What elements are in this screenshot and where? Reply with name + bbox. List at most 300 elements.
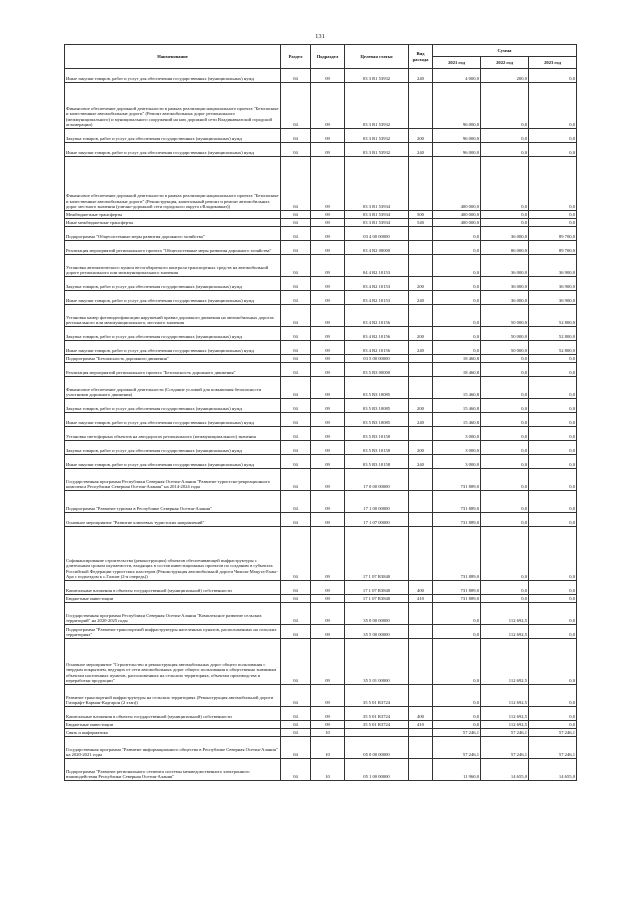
cell-subsection: 09 xyxy=(311,441,345,455)
cell-subsection: 09 xyxy=(311,469,345,491)
cell-name: Подпрограмма "Развитие транспортной инфраструктуры населенных пунктов, расположенных на сельских территориях" xyxy=(65,625,281,639)
cell-2023: 0,0 xyxy=(529,581,577,595)
cell-vid xyxy=(409,305,433,327)
cell-name: Государственная программа Республики Северная Осетия-Алания "Комплексное развитие сельских территорий" на 2020-2025 годы xyxy=(65,603,281,625)
table-row xyxy=(65,595,577,603)
cell-name: Развитие транспортной инфраструктуры на сельских территориях (Реконструкция автомобильной дороги Гизарафт-Карман-Кадгарон (2 этап)) xyxy=(65,685,281,707)
cell-target xyxy=(345,729,409,737)
cell-section: 04 xyxy=(281,639,311,685)
cell-subsection: 09 xyxy=(311,455,345,469)
table-row xyxy=(65,255,577,277)
cell-2023: 52 800,0 xyxy=(529,327,577,341)
table-row xyxy=(65,639,577,685)
cell-section: 04 xyxy=(281,211,311,219)
cell-vid xyxy=(409,685,433,707)
cell-name: Бюджетные инвестиции xyxy=(65,595,281,603)
cell-vid xyxy=(409,639,433,685)
cell-section: 04 xyxy=(281,83,311,129)
table-row xyxy=(65,441,577,455)
table-row xyxy=(65,685,577,707)
cell-subsection: 09 xyxy=(311,427,345,441)
cell-subsection: 09 xyxy=(311,291,345,305)
cell-name: Установка светофорных объектов на автодорогах регионального (межмуниципального) значения xyxy=(65,427,281,441)
cell-2021: 400 000,0 xyxy=(433,157,481,211)
cell-name: Капитальные вложения в объекты государственной (муниципальной) собственности xyxy=(65,707,281,721)
cell-2021: 0,0 xyxy=(433,721,481,729)
cell-target: 03 3 R1 53934 xyxy=(345,219,409,227)
cell-2021: 0,0 xyxy=(433,277,481,291)
cell-2021: 0,0 xyxy=(433,291,481,305)
header-subsection: Подраздел xyxy=(311,45,345,69)
cell-2022: 50 000,0 xyxy=(481,327,529,341)
cell-target: 17 1 07 R3840 xyxy=(345,581,409,595)
table-row xyxy=(65,413,577,427)
cell-section: 04 xyxy=(281,595,311,603)
cell-2021: 3 000,0 xyxy=(433,455,481,469)
cell-subsection: 09 xyxy=(311,581,345,595)
cell-target: 03 4 R2 10156 xyxy=(345,327,409,341)
cell-subsection: 09 xyxy=(311,327,345,341)
cell-vid: 200 xyxy=(409,441,433,455)
cell-subsection: 09 xyxy=(311,227,345,241)
cell-subsection: 09 xyxy=(311,129,345,143)
cell-target: 03 3 R1 53932 xyxy=(345,143,409,157)
cell-2022: 0,0 xyxy=(481,491,529,513)
table-row xyxy=(65,491,577,513)
table-row xyxy=(65,737,577,759)
cell-vid: 400 xyxy=(409,581,433,595)
cell-2023: 89 700,0 xyxy=(529,227,577,241)
table-row xyxy=(65,83,577,129)
cell-section: 04 xyxy=(281,355,311,363)
cell-vid xyxy=(409,469,433,491)
cell-2023: 0,0 xyxy=(529,527,577,581)
cell-2022: 200,0 xyxy=(481,69,529,83)
cell-target: 03 3 R1 53934 xyxy=(345,157,409,211)
cell-vid xyxy=(409,491,433,513)
table-row xyxy=(65,603,577,625)
cell-2023: 0,0 xyxy=(529,721,577,729)
cell-2022: 0,0 xyxy=(481,455,529,469)
cell-name: Бюджетные инвестиции xyxy=(65,721,281,729)
cell-2022: 0,0 xyxy=(481,363,529,377)
cell-2022: 0,0 xyxy=(481,157,529,211)
cell-section: 04 xyxy=(281,707,311,721)
cell-subsection: 09 xyxy=(311,721,345,729)
cell-name: Подпрограмма "Общесистемные меры развития дорожного хозяйства" xyxy=(65,227,281,241)
cell-2022: 36 000,0 xyxy=(481,291,529,305)
cell-vid: 240 xyxy=(409,143,433,157)
cell-2023: 0,0 xyxy=(529,399,577,413)
cell-subsection: 09 xyxy=(311,491,345,513)
cell-section: 04 xyxy=(281,399,311,413)
cell-target: 35 0 00 00000 xyxy=(345,603,409,625)
cell-target: 03 5 R3 10085 xyxy=(345,413,409,427)
cell-2023: 0,0 xyxy=(529,427,577,441)
cell-name: Закупка товаров, работ и услуг для обеспечения государственных (муниципальных) нужд xyxy=(65,441,281,455)
cell-section: 04 xyxy=(281,219,311,227)
cell-section: 04 xyxy=(281,625,311,639)
cell-2021: 15 460,8 xyxy=(433,399,481,413)
cell-2022: 112 692,5 xyxy=(481,685,529,707)
cell-2021: 57 246,1 xyxy=(433,729,481,737)
cell-2021: 731 889,0 xyxy=(433,581,481,595)
cell-subsection: 09 xyxy=(311,211,345,219)
table-row xyxy=(65,527,577,581)
cell-2023: 57 246,1 xyxy=(529,729,577,737)
cell-subsection: 09 xyxy=(311,363,345,377)
cell-2022: 0,0 xyxy=(481,355,529,363)
cell-2022: 112 692,5 xyxy=(481,639,529,685)
cell-target: 35 5 01 R3724 xyxy=(345,721,409,729)
cell-section: 04 xyxy=(281,455,311,469)
cell-name: Иные закупки товаров, работ и услуг для обеспечения государственных (муниципальных) нужд xyxy=(65,413,281,427)
table-row xyxy=(65,143,577,157)
cell-section: 04 xyxy=(281,685,311,707)
cell-2021: 0,0 xyxy=(433,685,481,707)
cell-section: 04 xyxy=(281,363,311,377)
table-row xyxy=(65,759,577,781)
cell-target: 03 3 R1 53932 xyxy=(345,129,409,143)
cell-name: Закупка товаров, работ и услуг для обеспечения государственных (муниципальных) нужд xyxy=(65,277,281,291)
cell-2022: 0,0 xyxy=(481,513,529,527)
cell-2022: 50 000,0 xyxy=(481,305,529,327)
cell-target: 17 0 00 00000 xyxy=(345,469,409,491)
cell-section: 04 xyxy=(281,69,311,83)
cell-section: 04 xyxy=(281,241,311,255)
cell-name: Закупка товаров, работ и услуг для обеспечения государственных (муниципальных) нужд xyxy=(65,129,281,143)
cell-name: Софинансирование строительства (реконструкции) объектов обеспечивающей инфраструктуры с длительным сроком окупаемости, входящих в состав инвестиционных проектов по созданию в субъектах Российской Федерации туристских кластеров (Реконструкция автомобильной дороги Чикола-Мацута-Ехаы-Ара с подъездом к с.Галиат (2-я очередь)) xyxy=(65,527,281,581)
cell-2021: 11 960,0 xyxy=(433,759,481,781)
cell-2022: 0,0 xyxy=(481,527,529,581)
cell-2021: 0,0 xyxy=(433,241,481,255)
table-row xyxy=(65,211,577,219)
cell-target: 05 0 00 00000 xyxy=(345,737,409,759)
cell-2022: 0,0 xyxy=(481,143,529,157)
cell-2023: 52 800,0 xyxy=(529,305,577,327)
cell-target: 03 5 R3 10085 xyxy=(345,377,409,399)
cell-target: 03 4 R2 10153 xyxy=(345,291,409,305)
cell-subsection: 09 xyxy=(311,639,345,685)
header-section: Раздел xyxy=(281,45,311,69)
cell-subsection: 09 xyxy=(311,277,345,291)
table-row xyxy=(65,129,577,143)
cell-subsection: 09 xyxy=(311,69,345,83)
cell-section: 04 xyxy=(281,513,311,527)
cell-2021: 0,0 xyxy=(433,625,481,639)
cell-target: 03 4 R2 10156 xyxy=(345,305,409,327)
cell-2022: 0,0 xyxy=(481,427,529,441)
cell-2022: 50 000,0 xyxy=(481,341,529,355)
cell-2021: 731 889,0 xyxy=(433,595,481,603)
cell-vid xyxy=(409,241,433,255)
header-target: Целевая статья xyxy=(345,45,409,69)
cell-2023: 0,0 xyxy=(529,441,577,455)
cell-2022: 0,0 xyxy=(481,595,529,603)
cell-2021: 18 460,8 xyxy=(433,363,481,377)
cell-target: 03 5 R3 10085 xyxy=(345,399,409,413)
cell-target: 35 5 00 00000 xyxy=(345,625,409,639)
cell-vid xyxy=(409,157,433,211)
cell-vid xyxy=(409,513,433,527)
table-row xyxy=(65,305,577,327)
cell-vid: 240 xyxy=(409,413,433,427)
cell-vid: 200 xyxy=(409,129,433,143)
cell-name: Межбюджетные трансферты xyxy=(65,211,281,219)
cell-name: Государственная программа "Развитие информационного общества в Республике Северная Осетия-Алания" на 2020-2021 годы xyxy=(65,737,281,759)
cell-2023: 57 246,1 xyxy=(529,737,577,759)
cell-2023: 36 900,0 xyxy=(529,255,577,277)
table-row xyxy=(65,513,577,527)
cell-2022: 112 692,5 xyxy=(481,603,529,625)
cell-2022: 112 692,5 xyxy=(481,707,529,721)
cell-2021: 57 246,1 xyxy=(433,737,481,759)
table-row xyxy=(65,69,577,83)
cell-2021: 731 889,0 xyxy=(433,513,481,527)
table-row xyxy=(65,277,577,291)
cell-name: Реализация мероприятий регионального проекта "Безопасность дорожного движения" xyxy=(65,363,281,377)
cell-2021: 400 000,0 xyxy=(433,219,481,227)
cell-subsection: 09 xyxy=(311,157,345,211)
cell-target: 03 5 R3 10158 xyxy=(345,441,409,455)
cell-2021: 4 000,0 xyxy=(433,69,481,83)
cell-vid xyxy=(409,355,433,363)
cell-vid xyxy=(409,363,433,377)
cell-section: 04 xyxy=(281,427,311,441)
cell-2023: 0,0 xyxy=(529,469,577,491)
cell-2022: 0,0 xyxy=(481,129,529,143)
cell-section: 04 xyxy=(281,721,311,729)
cell-2022: 57 246,1 xyxy=(481,729,529,737)
cell-2022: 0,0 xyxy=(481,219,529,227)
cell-vid xyxy=(409,737,433,759)
cell-vid: 240 xyxy=(409,341,433,355)
cell-subsection: 10 xyxy=(311,737,345,759)
cell-2021: 3 000,0 xyxy=(433,427,481,441)
cell-2022: 0,0 xyxy=(481,399,529,413)
cell-subsection: 09 xyxy=(311,241,345,255)
table-row xyxy=(65,377,577,399)
cell-name: Финансовое обеспечение дорожной деятельности (Создание условий для повышения безопасности участников дорожного движения) xyxy=(65,377,281,399)
cell-2022: 112 692,5 xyxy=(481,721,529,729)
table-row xyxy=(65,341,577,355)
cell-2023: 0,0 xyxy=(529,413,577,427)
cell-name: Закупка товаров, работ и услуг для обеспечения государственных (муниципальных) нужд xyxy=(65,399,281,413)
cell-2021: 400 000,0 xyxy=(433,211,481,219)
cell-section: 04 xyxy=(281,581,311,595)
cell-2022: 14 655,0 xyxy=(481,759,529,781)
cell-vid: 200 xyxy=(409,399,433,413)
cell-2021: 18 460,8 xyxy=(433,355,481,363)
cell-2021: 3 000,0 xyxy=(433,441,481,455)
cell-subsection: 09 xyxy=(311,399,345,413)
table-row xyxy=(65,581,577,595)
table-body xyxy=(65,69,577,781)
table-row xyxy=(65,729,577,737)
cell-name: Установка автоматического пункта весогабаритного контроля транспортных средств на автомобильной дороге регионального или межмуниципального значения xyxy=(65,255,281,277)
cell-2021: 0,0 xyxy=(433,341,481,355)
table-row xyxy=(65,219,577,227)
cell-name: Капитальные вложения в объекты государственной (муниципальной) собственности xyxy=(65,581,281,595)
cell-2023: 0,0 xyxy=(529,157,577,211)
cell-2023: 0,0 xyxy=(529,363,577,377)
cell-2023: 0,0 xyxy=(529,69,577,83)
budget-table-container xyxy=(64,44,576,781)
cell-name: Закупка товаров, работ и услуг для обеспечения государственных (муниципальных) нужд xyxy=(65,327,281,341)
cell-name: Иные закупки товаров, работ и услуг для обеспечения государственных (муниципальных) нужд xyxy=(65,455,281,469)
cell-target: 04 4 R2 10153 xyxy=(345,255,409,277)
header-vid: Вид расхода xyxy=(409,45,433,69)
cell-section: 04 xyxy=(281,469,311,491)
cell-subsection: 09 xyxy=(311,685,345,707)
cell-vid xyxy=(409,255,433,277)
cell-vid: 500 xyxy=(409,211,433,219)
cell-2022: 36 000,0 xyxy=(481,277,529,291)
cell-vid: 410 xyxy=(409,595,433,603)
cell-2021: 96 000,0 xyxy=(433,129,481,143)
cell-section: 04 xyxy=(281,255,311,277)
cell-target: 03 3 R1 53934 xyxy=(345,211,409,219)
cell-target: 35 5 01 R3724 xyxy=(345,685,409,707)
cell-2021: 0,0 xyxy=(433,603,481,625)
header-2021: 2021 год xyxy=(433,57,481,69)
cell-name: Реализация мероприятий регионального проекта "Общесистемные меры развития дорожного хозяйства" xyxy=(65,241,281,255)
cell-vid: 200 xyxy=(409,277,433,291)
cell-name: Связь и информатика xyxy=(65,729,281,737)
table-row xyxy=(65,455,577,469)
cell-2022: 36 000,0 xyxy=(481,255,529,277)
cell-subsection: 10 xyxy=(311,729,345,737)
cell-target: 05 1 00 00000 xyxy=(345,759,409,781)
cell-name: Иные закупки товаров, работ и услуг для обеспечения государственных (муниципальных) нужд xyxy=(65,291,281,305)
cell-section: 04 xyxy=(281,759,311,781)
cell-vid xyxy=(409,527,433,581)
cell-2023: 0,0 xyxy=(529,685,577,707)
header-2022: 2022 год xyxy=(481,57,529,69)
cell-2022: 0,0 xyxy=(481,469,529,491)
cell-section: 04 xyxy=(281,157,311,211)
cell-subsection: 09 xyxy=(311,595,345,603)
cell-name: Иные межбюджетные трансферты xyxy=(65,219,281,227)
cell-name: Иные закупки товаров, работ и услуг для обеспечения государственных (муниципальных) нужд xyxy=(65,143,281,157)
cell-vid: 540 xyxy=(409,219,433,227)
table-row xyxy=(65,625,577,639)
cell-section: 04 xyxy=(281,341,311,355)
cell-subsection: 09 xyxy=(311,143,345,157)
cell-vid: 240 xyxy=(409,291,433,305)
cell-target: 17 1 00 00000 xyxy=(345,491,409,513)
cell-2021: 15 460,8 xyxy=(433,413,481,427)
table-row xyxy=(65,355,577,363)
cell-target: 35 5 01 00000 xyxy=(345,639,409,685)
table-row xyxy=(65,227,577,241)
header-2023: 2023 год xyxy=(529,57,577,69)
cell-section: 04 xyxy=(281,129,311,143)
cell-2021: 0,0 xyxy=(433,305,481,327)
cell-2023: 0,0 xyxy=(529,219,577,227)
cell-2022: 86 000,0 xyxy=(481,241,529,255)
cell-2021: 15 460,8 xyxy=(433,377,481,399)
cell-section: 04 xyxy=(281,277,311,291)
cell-2021: 731 889,0 xyxy=(433,491,481,513)
cell-2022: 0,0 xyxy=(481,581,529,595)
cell-2023: 52 800,0 xyxy=(529,341,577,355)
cell-2021: 0,0 xyxy=(433,255,481,277)
cell-vid xyxy=(409,377,433,399)
cell-2023: 0,0 xyxy=(529,639,577,685)
cell-name: Финансовое обеспечение дорожной деятельности в рамках реализации национального проекта "Безопасные и качественные автомобильные дороги" (Ремонт автомобильных дорог регионального (межмуниципального) и муниципального сооружений на них дорожной сети Владикавказской городской агломерации) xyxy=(65,83,281,129)
table-row xyxy=(65,469,577,491)
cell-section: 04 xyxy=(281,143,311,157)
cell-2022: 36 000,0 xyxy=(481,227,529,241)
cell-2023: 89 700,0 xyxy=(529,241,577,255)
cell-2022: 0,0 xyxy=(481,413,529,427)
cell-subsection: 09 xyxy=(311,513,345,527)
cell-target: 03 3 R1 53932 xyxy=(345,69,409,83)
cell-2023: 0,0 xyxy=(529,129,577,143)
cell-2022: 0,0 xyxy=(481,441,529,455)
cell-target: 03 3 R1 53932 xyxy=(345,83,409,129)
cell-subsection: 09 xyxy=(311,355,345,363)
cell-2023: 36 900,0 xyxy=(529,277,577,291)
cell-section: 04 xyxy=(281,729,311,737)
cell-2021: 0,0 xyxy=(433,639,481,685)
cell-2021: 731 889,0 xyxy=(433,469,481,491)
cell-target: 03 4 00 00000 xyxy=(345,227,409,241)
cell-section: 04 xyxy=(281,291,311,305)
cell-2023: 0,0 xyxy=(529,513,577,527)
cell-target: 03 4 R2 10153 xyxy=(345,277,409,291)
cell-2022: 0,0 xyxy=(481,83,529,129)
cell-subsection: 09 xyxy=(311,527,345,581)
cell-2021: 731 889,0 xyxy=(433,527,481,581)
cell-vid: 400 xyxy=(409,707,433,721)
cell-name: Иные закупки товаров, работ и услуг для обеспечения государственных (муниципальных) нужд xyxy=(65,69,281,83)
cell-subsection: 10 xyxy=(311,759,345,781)
cell-2023: 0,0 xyxy=(529,625,577,639)
page-number: 131 xyxy=(315,33,325,40)
cell-vid xyxy=(409,603,433,625)
cell-2022: 0,0 xyxy=(481,211,529,219)
header-sum: Сумма xyxy=(433,45,577,57)
cell-subsection: 09 xyxy=(311,255,345,277)
cell-name: Основное мероприятие "Развитие ключевых туристских направлений" xyxy=(65,513,281,527)
cell-section: 04 xyxy=(281,413,311,427)
cell-vid xyxy=(409,759,433,781)
table-row xyxy=(65,363,577,377)
cell-2023: 14 655,0 xyxy=(529,759,577,781)
cell-2021: 0,0 xyxy=(433,227,481,241)
cell-subsection: 09 xyxy=(311,305,345,327)
cell-section: 04 xyxy=(281,527,311,581)
cell-section: 04 xyxy=(281,491,311,513)
cell-2023: 36 900,0 xyxy=(529,291,577,305)
cell-2023: 0,0 xyxy=(529,595,577,603)
cell-2023: 0,0 xyxy=(529,491,577,513)
cell-section: 04 xyxy=(281,737,311,759)
cell-subsection: 09 xyxy=(311,603,345,625)
cell-2023: 0,0 xyxy=(529,143,577,157)
cell-section: 04 xyxy=(281,603,311,625)
cell-2021: 0,0 xyxy=(433,707,481,721)
table-row xyxy=(65,721,577,729)
cell-2023: 0,0 xyxy=(529,603,577,625)
cell-vid xyxy=(409,227,433,241)
cell-2023: 0,0 xyxy=(529,83,577,129)
cell-subsection: 09 xyxy=(311,341,345,355)
cell-subsection: 09 xyxy=(311,413,345,427)
cell-name: Финансовое обеспечение дорожной деятельности в рамках реализации национального проекта "Безопасные и качественные автомобильные дороги" (Реконструкция, капитальный ремонт и ремонт автомобильных дорог местного значения (уличнo-дорожной сети городского округа г.Владикавказ)) xyxy=(65,157,281,211)
